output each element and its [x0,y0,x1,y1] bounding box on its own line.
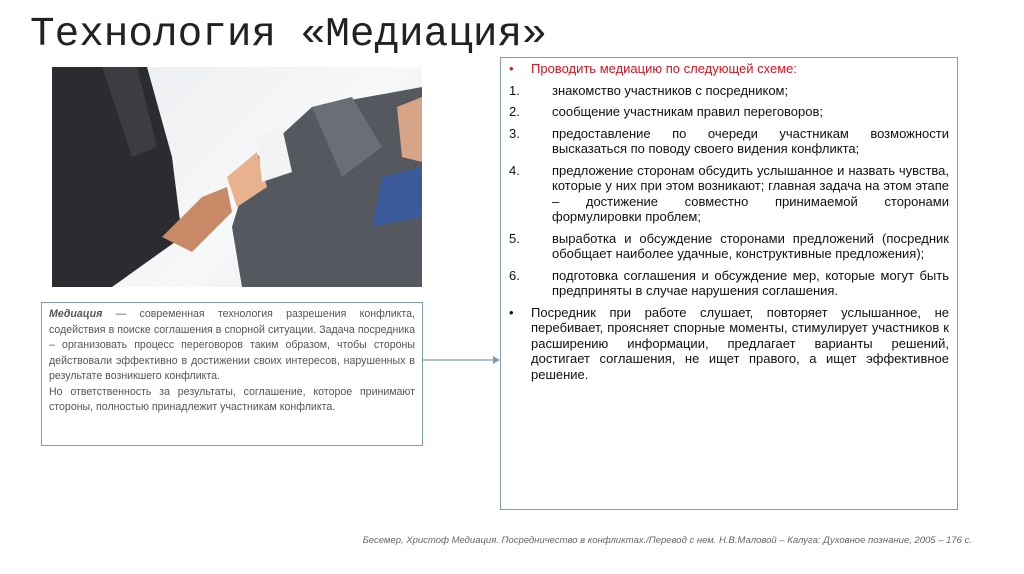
citation: Бесемер, Христоф Медиация. Посредничество в конфликтах./Перевод с нем. Н.В.Маловой – Калуга: Духовное познание, 2005 – 176 с. [362,535,972,546]
list-item: 6. подготовка соглашения и обсуждение мер, которые могут быть предприняты в случае нарушения соглашения. [509,267,949,298]
handshake-illustration [52,67,422,287]
list-item: 4. предложение сторонам обсудить услышанное и назвать чувства, которые у них при этом возникают; главная задача на этом этапе – достижение совместно принимаемой сторонами формулировки проблем; [509,162,949,224]
scheme-box [500,57,958,510]
list-item: 3. предоставление по очереди участникам возможности высказаться по поводу своего видения конфликта; [509,125,949,156]
definition-text: — современная технология разрешения конфликта, содействия в поиске соглашения в спорной ситуации. Задача посредника – организовать процесс переговоров таким образом, чтобы стороны действовали эффективно в достижении своих интересов, нарушенных в результате возникшего конфликта. [49,308,415,382]
list-item: 1. знакомство участников с посредником; [509,82,789,98]
scheme-heading: • Проводить медиацию по следующей схеме: [509,61,797,76]
list-item: 5. выработка и обсуждение сторонами предложений (посредник обобщает наиболее удачные, конструктивные предложения); [509,230,949,261]
scheme-steps-list [509,83,949,299]
handshake-photo [52,67,422,287]
responsibility-text: Но ответственность за результаты, соглашение, которое принимают стороны, полностью принадлежит участникам конфликта. [49,385,415,413]
connector-arrow [423,354,503,366]
mediator-note: • Посредник при работе слушает, повторяет услышанное, не перебивает, проясняет спорные моменты, стимулирует участников к расширению информации, предлагает варианты решений, достигает соглашения, не ищет правого, а ищет эффективное решение. [509,304,949,382]
list-item: 2. сообщение участникам правил переговоров; [509,104,824,119]
definition-box [41,302,423,446]
definition-term: Медиация [49,308,103,320]
slide-title: Технология «Медиация» [30,12,547,58]
